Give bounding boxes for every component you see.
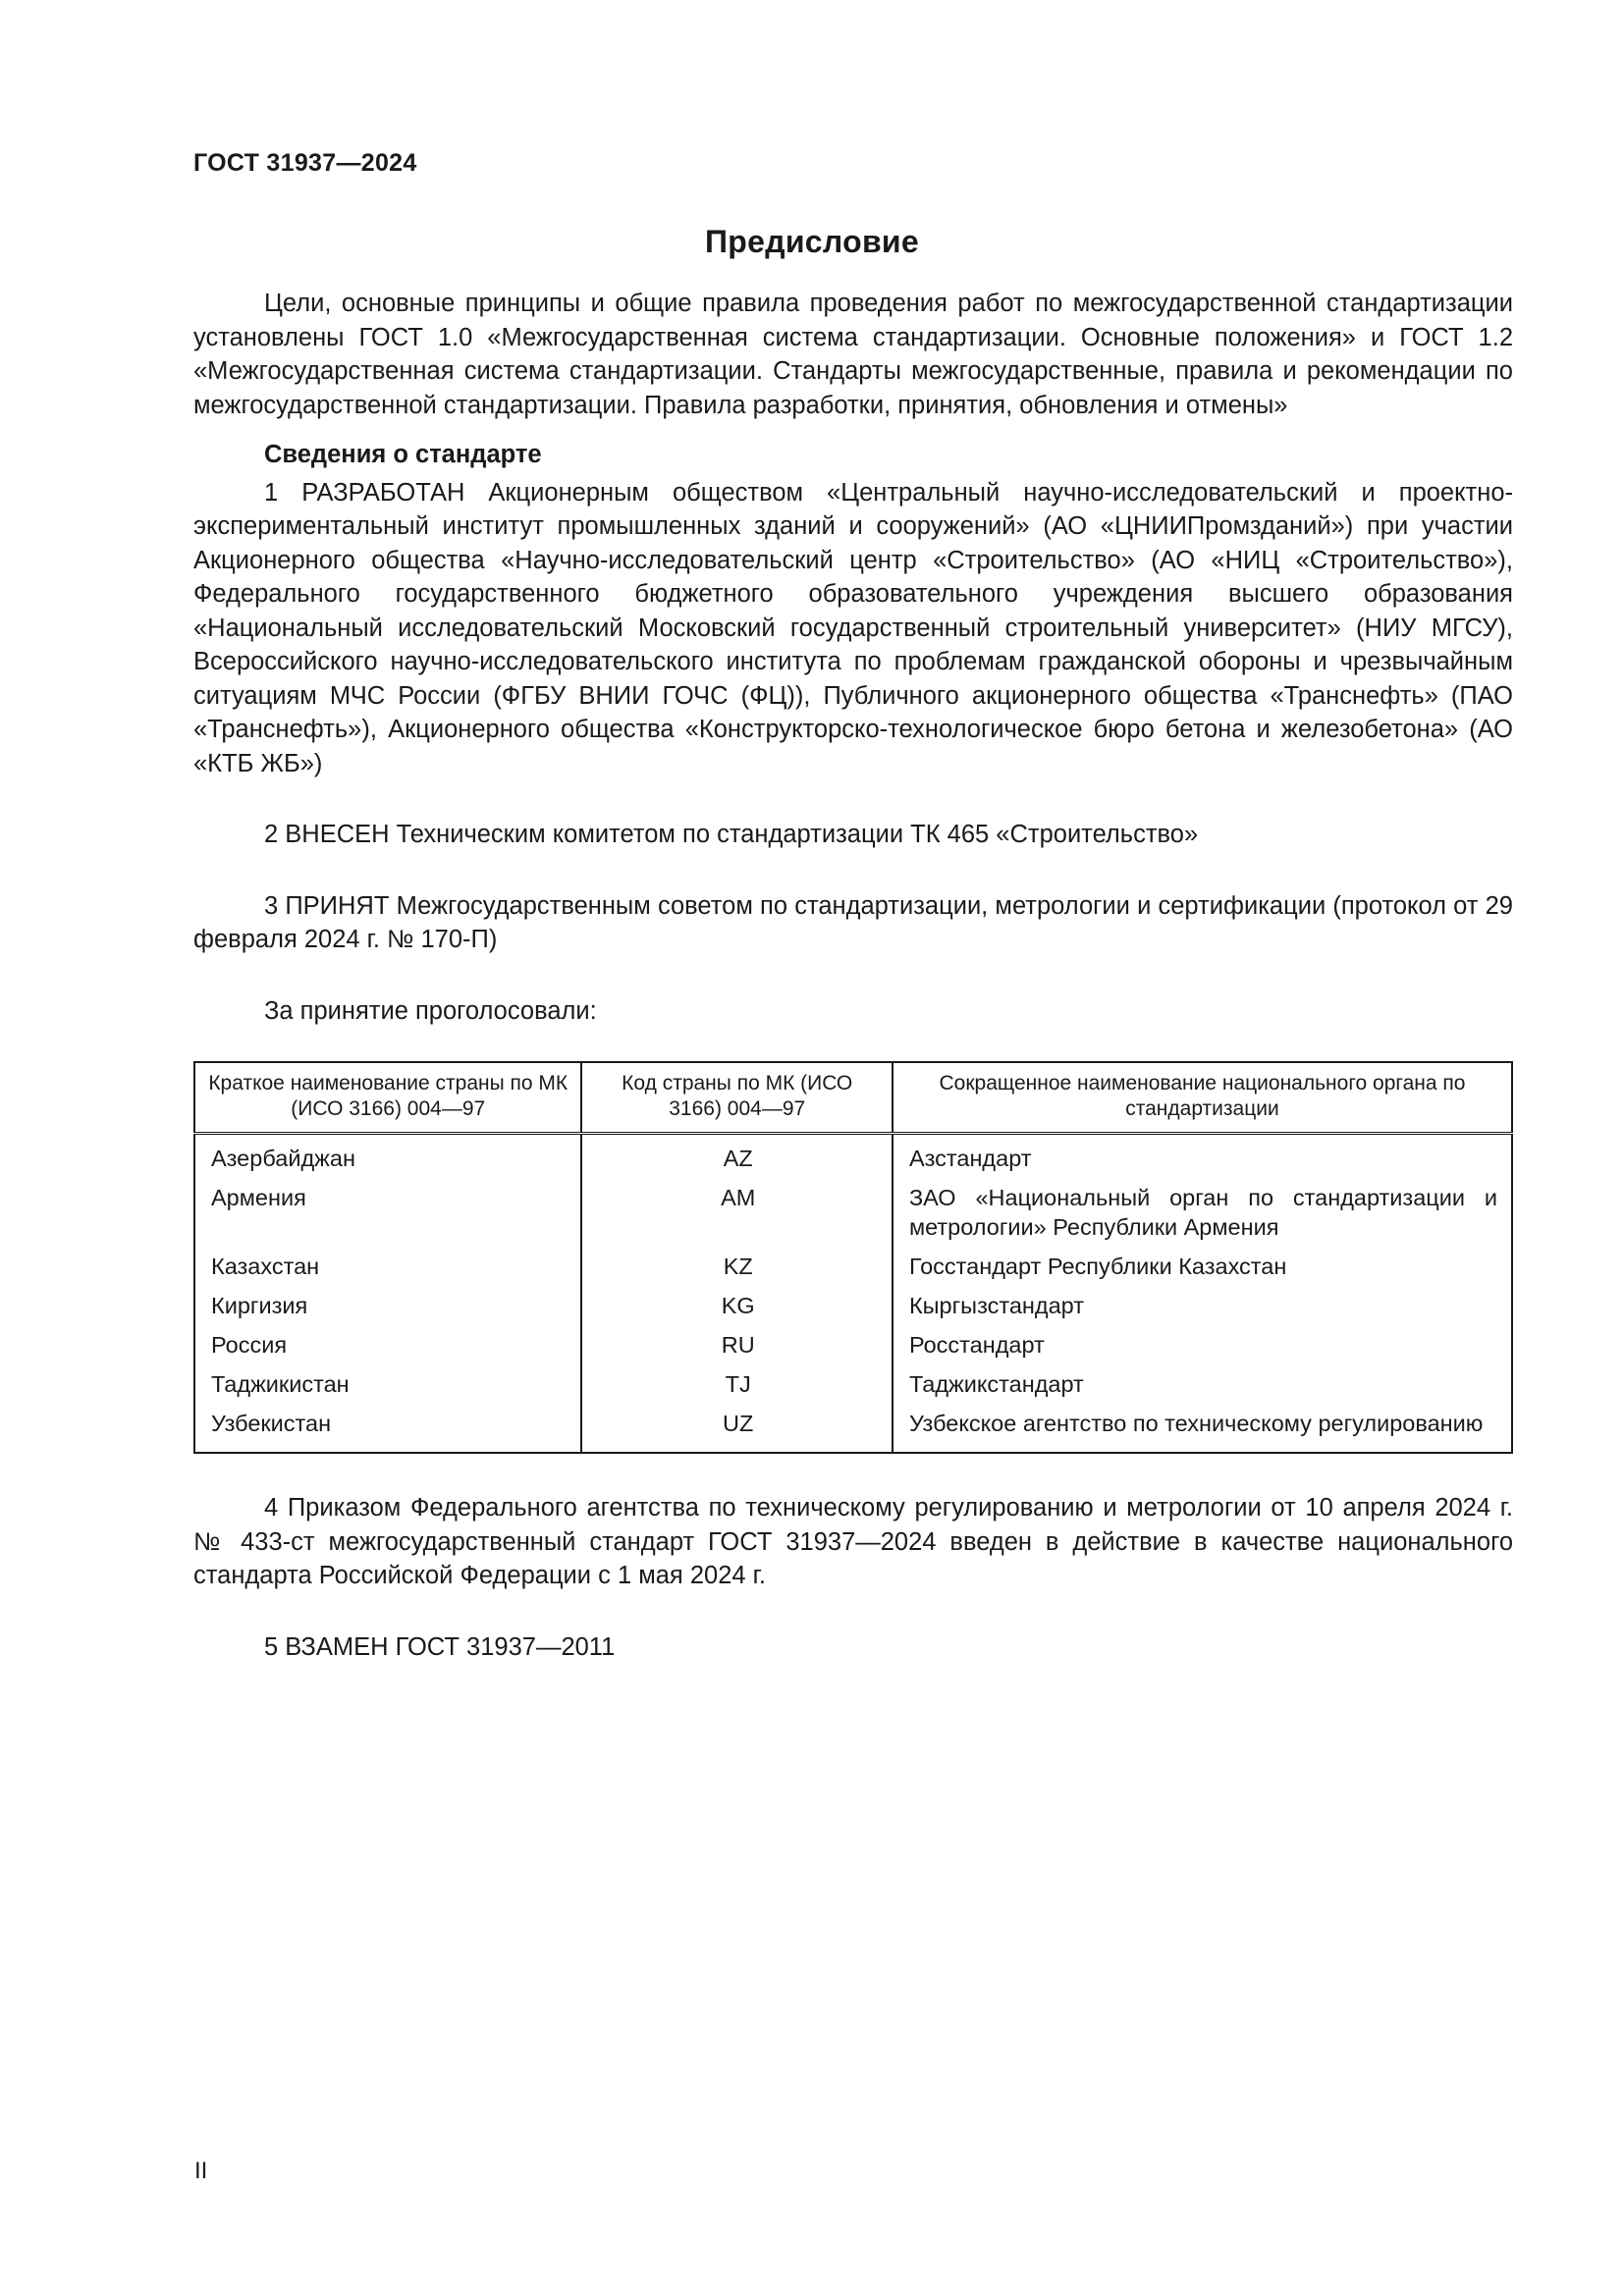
country-cell: Киргизия	[194, 1286, 581, 1325]
header-country-code: Код страны по МК (ИСО 3166) 004—97	[581, 1062, 892, 1134]
table-row	[194, 1247, 1512, 1286]
country-cell: Азербайджан	[194, 1134, 581, 1179]
body-cell: Госстандарт Республики Казахстан	[893, 1247, 1512, 1286]
country-cell: Таджикистан	[194, 1364, 581, 1404]
code-cell: TJ	[581, 1364, 892, 1404]
code-cell: UZ	[581, 1404, 892, 1453]
voted-label: За принятие проголосовали:	[264, 996, 597, 1025]
item-order: 4 Приказом Федерального агентства по техническому регулированию и метрологии от 10 апреля 2024 г. № 433-ст межгосударственный стандарт ГОСТ 31937—2024 введен в действие в качестве национального стандарта Российской Федерации с 1 мая 2024 г.	[193, 1494, 1513, 1589]
page-title: Предисловие	[704, 224, 920, 259]
table-row	[194, 1286, 1512, 1325]
table-row	[194, 1134, 1512, 1179]
section-title: Сведения о стандарте	[264, 441, 542, 468]
item-introduced: 2 ВНЕСЕН Техническим комитетом по стандартизации ТК 465 «Строительство»	[264, 821, 1199, 848]
body-cell: Росстандарт	[893, 1325, 1512, 1364]
table-row	[194, 1404, 1512, 1453]
voting-countries-table	[193, 1061, 1513, 1454]
header-country-name: Краткое наименование страны по МК (ИСО 3166) 004—97	[194, 1062, 581, 1134]
country-cell: Армения	[194, 1178, 581, 1247]
country-cell: Узбекистан	[194, 1404, 581, 1453]
body-cell: Кыргызстандарт	[893, 1286, 1512, 1325]
item-developed: 1 РАЗРАБОТАН Акционерным обществом «Центральный научно-исследовательский и проектно-экспериментальный институт промышленных зданий и сооружений» (АО «ЦНИИПромзданий») при участии Акционерного общества «Научно-исследовательский центр «Строительство» (АО «НИЦ «Строительство»), Федерального государственного бюджетного образовательного учреждения высшего образования «Национальный исследовательский Московский государственный строительный университет» (НИУ МГСУ), Всероссийского научно-исследовательского института по проблемам гражданской обороны и чрезвычайным ситуациям МЧС России (ФГБУ ВНИИ ГОЧС (ФЦ)), Публичного акционерного общества «Транснефть» (ПАО «Транснефть»), Акционерного общества «Конструкторско-технологическое бюро бетона и железобетона» (АО «КТБ ЖБ»)	[193, 478, 1513, 777]
table-row	[194, 1178, 1512, 1247]
country-cell: Россия	[194, 1325, 581, 1364]
table-header-row	[194, 1062, 1512, 1134]
code-cell: RU	[581, 1325, 892, 1364]
code-cell: KZ	[581, 1247, 892, 1286]
country-cell: Казахстан	[194, 1247, 581, 1286]
code-cell: KG	[581, 1286, 892, 1325]
table-row	[194, 1364, 1512, 1404]
body-cell: Азстандарт	[893, 1134, 1512, 1179]
intro-paragraph: Цели, основные принципы и общие правила проведения работ по межгосударственной стандартизации установлены ГОСТ 1.0 «Межгосударственная система стандартизации. Основные положения» и ГОСТ 1.2 «Межгосударственная система стандартизации. Стандарты межгосударственные, правила и рекомендации по межгосударственной стандартизации. Правила разработки, принятия, обновления и отмены»	[193, 290, 1513, 419]
body-cell: Таджикстандарт	[893, 1364, 1512, 1404]
document-code: ГОСТ 31937—2024	[193, 149, 417, 177]
body-cell: Узбекское агентство по техническому регулированию	[893, 1404, 1512, 1453]
foreword-content	[193, 287, 1513, 1664]
body-cell: ЗАО «Национальный орган по стандартизации и метрологии» Республики Армения	[893, 1178, 1512, 1247]
table-row	[194, 1325, 1512, 1364]
code-cell: AZ	[581, 1134, 892, 1179]
item-adopted: 3 ПРИНЯТ Межгосударственным советом по стандартизации, метрологии и сертификации (протокол от 29 февраля 2024 г. № 170-П)	[193, 891, 1513, 953]
header-national-body: Сокращенное наименование национального органа по стандартизации	[893, 1062, 1512, 1134]
item-replaces: 5 ВЗАМЕН ГОСТ 31937—2011	[264, 1632, 616, 1661]
page-number: II	[194, 2158, 208, 2184]
code-cell: AM	[581, 1178, 892, 1247]
